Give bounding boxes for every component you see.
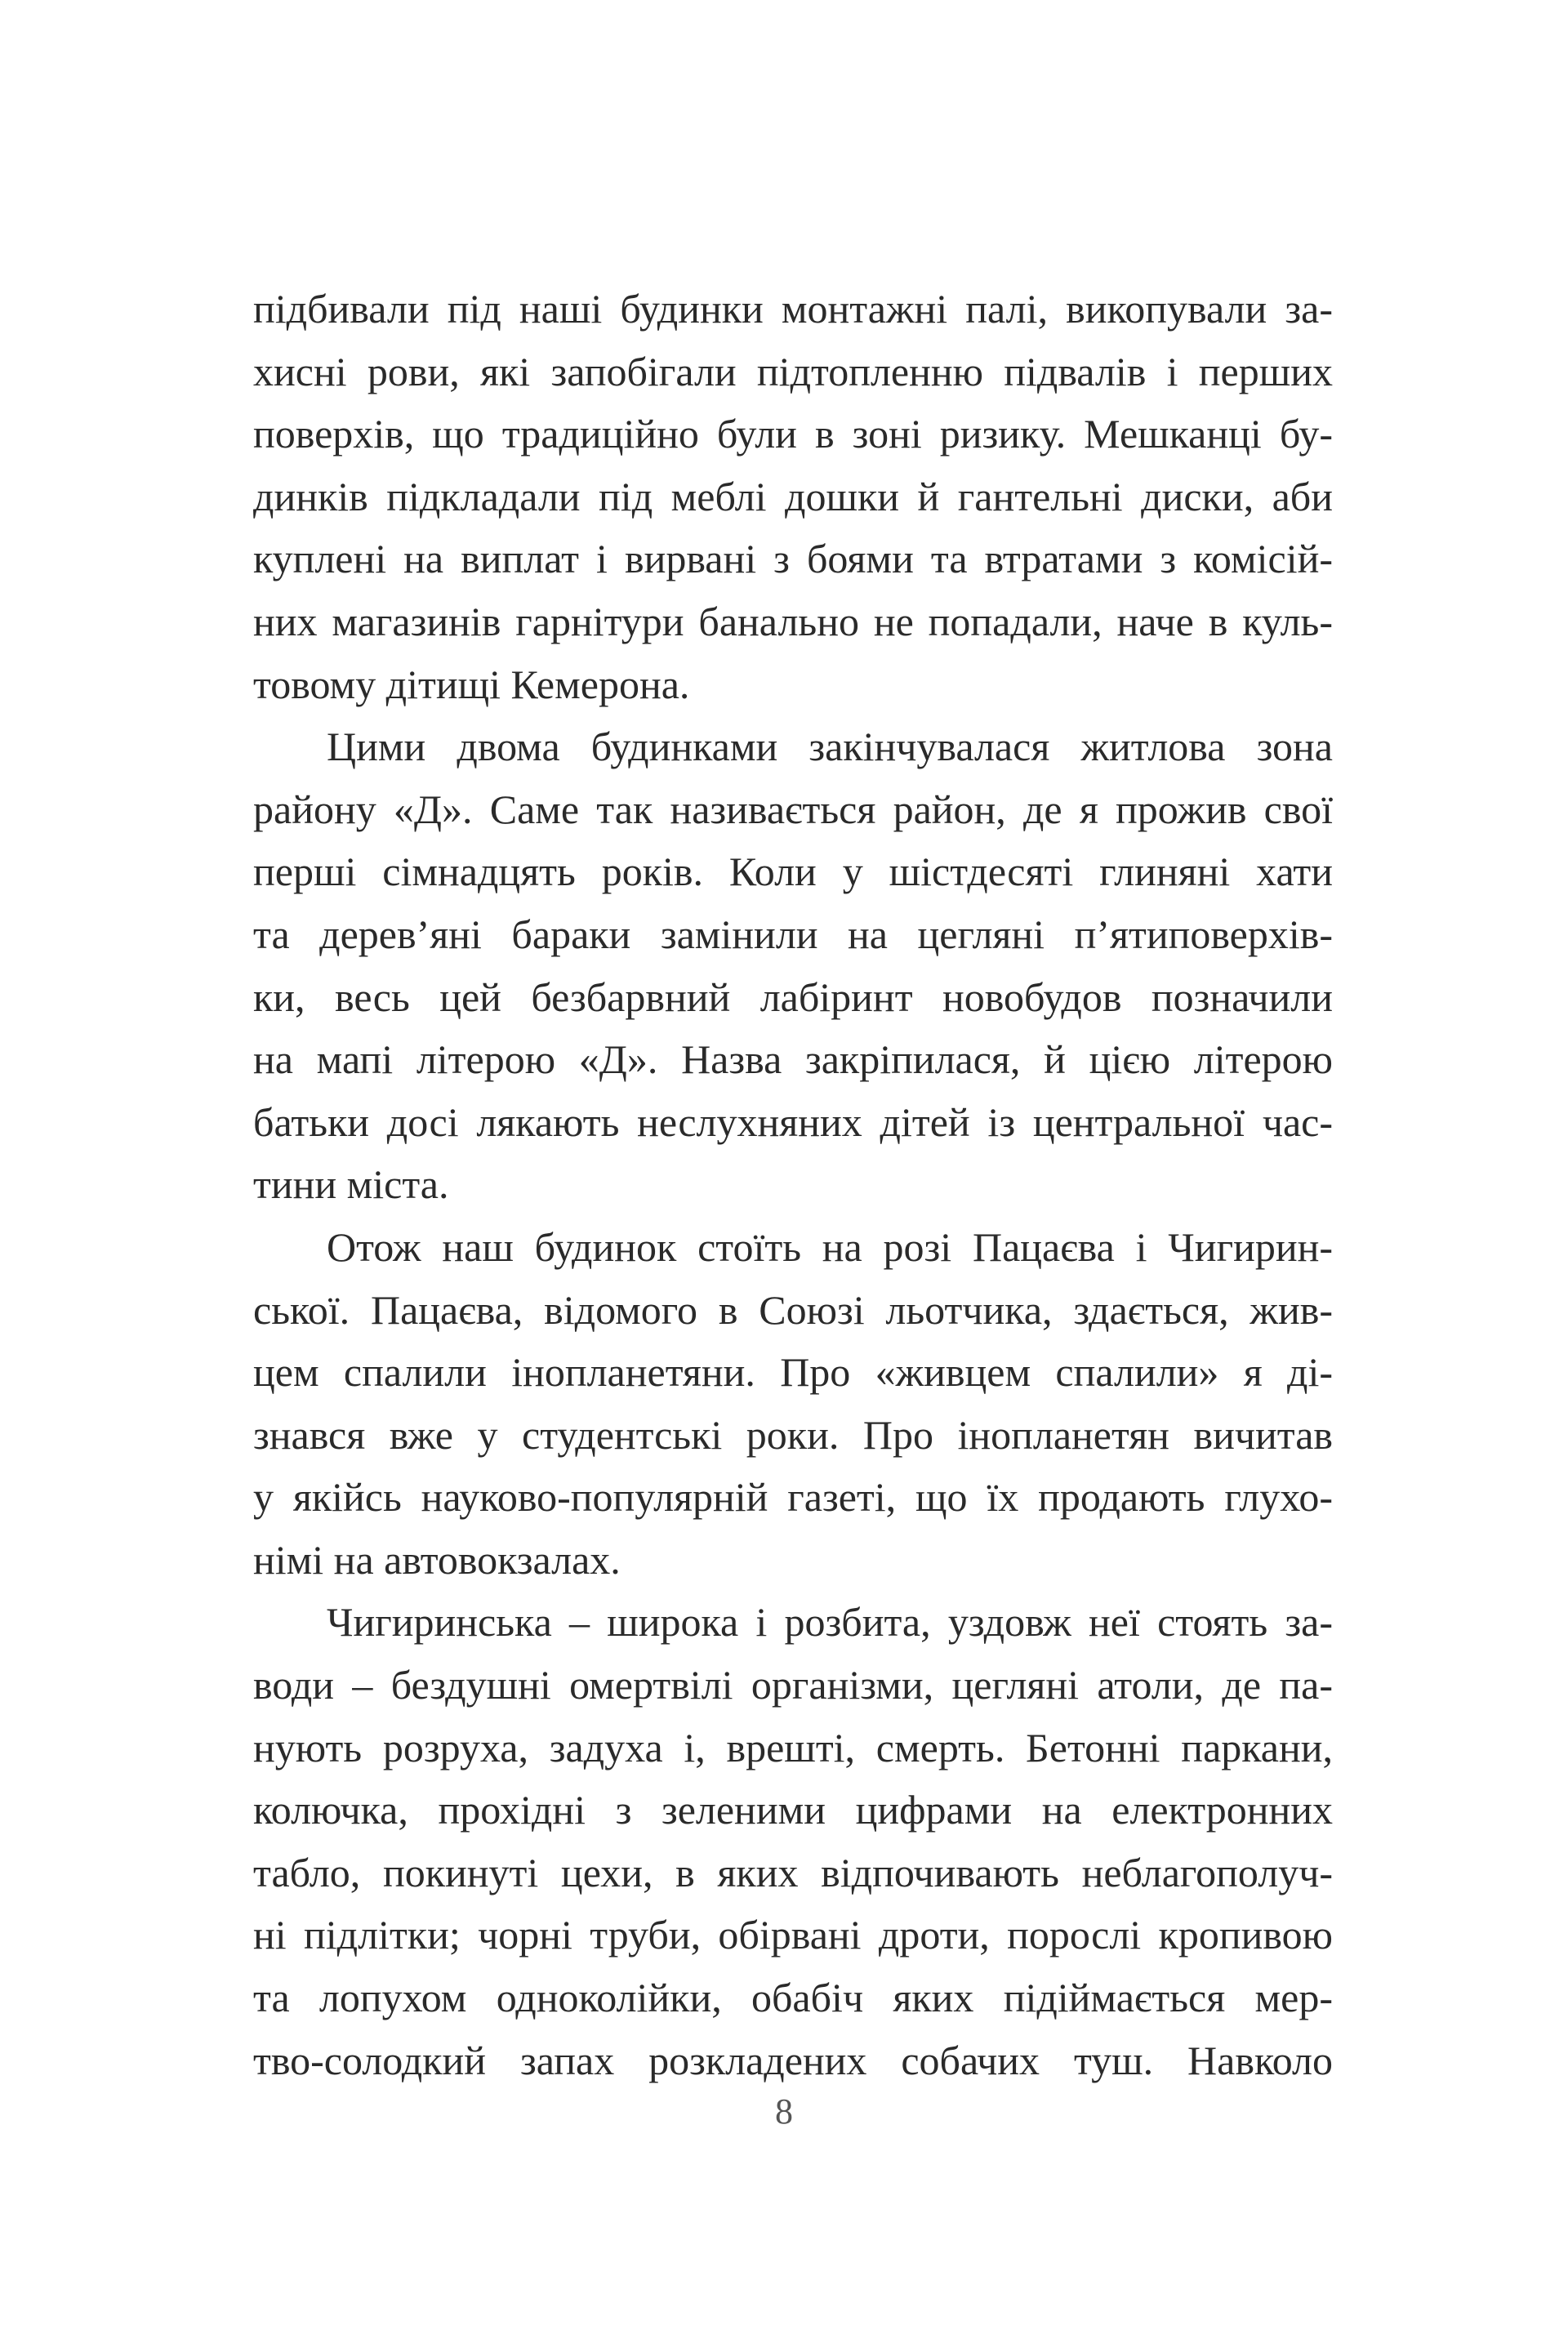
text-line: води – бездушні омертвілі організми, цегляні атоли, де па- bbox=[253, 1662, 1333, 1708]
text-line: цем спалили інопланетяни. Про «живцем спалили» я ді- bbox=[253, 1349, 1333, 1396]
text-line: тво-солодкий запах розкладених собачих туш. Навколо bbox=[253, 2037, 1333, 2083]
text-line: ської. Пацаєва, відомого в Союзі льотчика, здається, жив- bbox=[253, 1286, 1333, 1333]
text-line: Цими двома будинками закінчувалася житлова зона bbox=[327, 724, 1333, 770]
text-line: підбивали під наші будинки монтажні палі, викопували за- bbox=[253, 286, 1333, 332]
text-line: нують розруха, задуха і, врешті, смерть. Бетонні паркани, bbox=[253, 1724, 1333, 1771]
text-line: поверхів, що традиційно були в зоні ризику. Мешканці бу- bbox=[253, 411, 1333, 457]
paragraph bbox=[253, 1591, 1333, 2091]
paragraph bbox=[253, 278, 1333, 715]
text-line: куплені на виплат і вирвані з боями та втратами з комісій- bbox=[253, 536, 1333, 582]
text-line: ки, весь цей безбарвний лабіринт новобудов позначили bbox=[253, 973, 1333, 1020]
text-line: району «Д». Саме так називається район, де я прожив свої bbox=[253, 786, 1333, 832]
text-line: динків підкладали під меблі дошки й гантельні диски, аби bbox=[253, 473, 1333, 519]
text-line: на мапі літерою «Д». Назва закріпилася, й цією літерою bbox=[253, 1036, 1333, 1083]
text-line: та дерев’яні бараки замінили на цегляні п’ятиповерхів- bbox=[253, 911, 1333, 957]
page-number: 8 bbox=[775, 2091, 793, 2131]
text-line: хисні рови, які запобігали підтопленню підвалів і перших bbox=[253, 348, 1333, 394]
text-line: Отож наш будинок стоїть на розі Пацаєва і Чигирин- bbox=[327, 1223, 1333, 1270]
text-line: батьки досі лякають неслухняних дітей із центральної час- bbox=[253, 1098, 1333, 1145]
text-line: німі на автовокзалах. bbox=[253, 1536, 621, 1583]
paragraph bbox=[253, 1216, 1333, 1592]
text-line: них магазинів гарнітури банально не попадали, наче в куль- bbox=[253, 598, 1333, 644]
text-line: та лопухом одноколійки, обабіч яких підіймається мер- bbox=[253, 1975, 1333, 2021]
text-line: ні підлітки; чорні труби, обірвані дроти, порослі кропивою bbox=[253, 1912, 1333, 1958]
text-line: товому дітищі Кемерона. bbox=[253, 661, 690, 707]
page-body bbox=[253, 278, 1333, 2091]
text-line: тини міста. bbox=[253, 1161, 449, 1208]
text-line: знався вже у студентські роки. Про інопланетян вичитав bbox=[253, 1411, 1333, 1458]
text-line: колючка, прохідні з зеленими цифрами на електронних bbox=[253, 1787, 1333, 1833]
paragraph bbox=[253, 715, 1333, 1216]
text-line: Чигиринська – широка і розбита, уздовж неї стоять за- bbox=[327, 1599, 1333, 1646]
text-line: табло, покинуті цехи, в яких відпочивають неблагополуч- bbox=[253, 1849, 1333, 1895]
text-line: перші сімнадцять років. Коли у шістдесяті глиняні хати bbox=[253, 849, 1333, 895]
text-line: у якійсь науково-популярній газеті, що їх продають глухо- bbox=[253, 1474, 1333, 1521]
